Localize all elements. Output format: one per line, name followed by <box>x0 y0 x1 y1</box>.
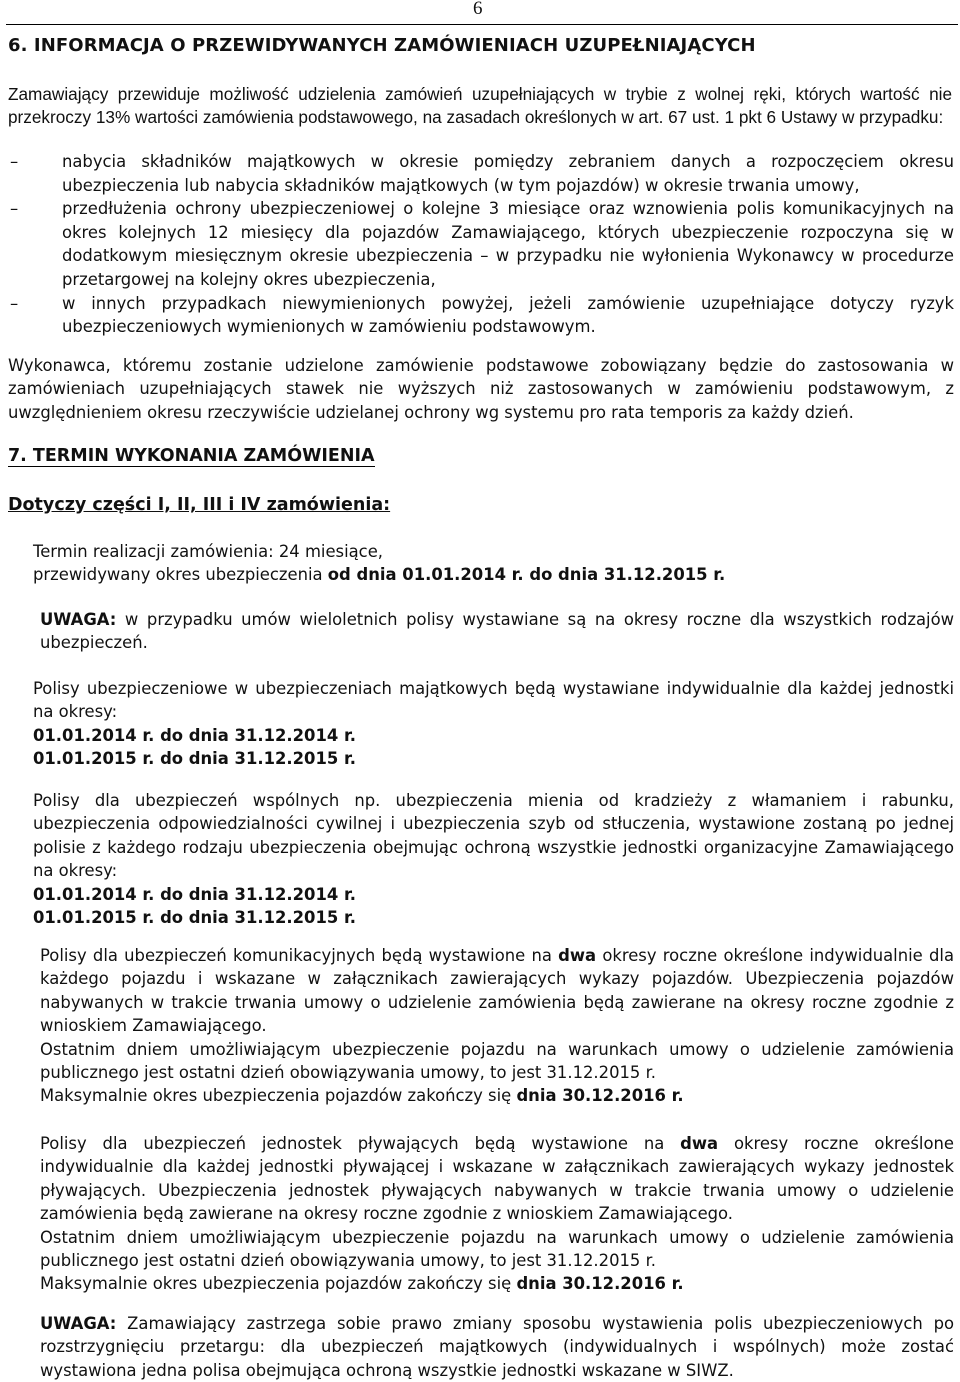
plywajace-block <box>40 1132 954 1296</box>
list-item-text: nabycia składników majątkowych w okresie pomiędzy zebraniem danych a rozpoczęciem okresu ubezpieczenia lub nabycia składników majątkowych (w tym pojazdów) w okresie trwania umowy, <box>62 152 954 195</box>
komunikacyjne-ostatnim: Ostatnim dniem umożliwiającym ubezpieczenie pojazdu na warunkach umowy o udzielenie zamówienia publicznego jest ostatni dzień obowiązywania umowy, to jest 31.12.2015 r. <box>40 1039 954 1083</box>
page-number: 6 <box>473 0 483 19</box>
termin-block <box>33 540 954 587</box>
majatkowe-date-1: 01.01.2014 r. do dnia 31.12.2014 r. <box>33 725 356 745</box>
okres-prefix: przewidywany okres ubezpieczenia <box>33 565 328 585</box>
section-6-list <box>8 150 954 339</box>
dash-bullet: – <box>10 293 19 313</box>
okres-line <box>33 563 954 586</box>
komunikacyjne-text <box>40 944 954 1038</box>
header-rule <box>6 24 958 25</box>
plywajace-ostatnim: Ostatnim dniem umożliwiającym ubezpieczenie pojazdu na warunkach umowy o udzielenie zamówienia publicznego jest ostatni dzień obowiązywania umowy, to jest 31.12.2015 r. <box>40 1227 954 1271</box>
wspolne-block <box>33 789 954 929</box>
plywajace-bold: dwa <box>680 1134 719 1153</box>
list-item-text: w innych przypadkach niewymienionych powyżej, jeżeli zamówienie uzupełniające dotyczy ryzyk ubezpieczeniowych wymienionych w zamówieniu podstawowym. <box>62 293 954 337</box>
majatkowe-text: Polisy ubezpieczeniowe w ubezpieczeniach majątkowych będą wystawiane indywidualnie dla każdej jednostki na okresy: <box>33 679 954 722</box>
majatkowe-block <box>33 677 954 771</box>
list-item <box>8 292 954 339</box>
uwaga-1 <box>40 608 954 655</box>
plywajace-max-date: dnia 30.12.2016 r. <box>516 1274 684 1294</box>
dash-bullet: – <box>10 152 19 171</box>
plywajace-text-a: Polisy dla ubezpieczeń jednostek pływających będą wystawione na <box>40 1134 681 1153</box>
plywajace-max <box>40 1272 954 1295</box>
komunikacyjne-max <box>40 1084 954 1107</box>
list-item <box>8 150 954 197</box>
uwaga-label: UWAGA: <box>40 610 117 629</box>
wykonawca-paragraph: Wykonawca, któremu zostanie udzielone zamówienie podstawowe zobowiązany będzie do zastosowania w zamówieniach uzupełniających stawek nie wyższych niż zastosowanych w zamówieniu podstawowym, z uwzględnieniem okresu rzeczywiście udzielanej ochrony wg systemu pro rata temporis za każdy dzień. <box>8 356 954 422</box>
komunikacyjne-bold: dwa <box>558 946 597 965</box>
plywajace-text-b: okresy roczne określone indywidualnie dla każdej jednostki pływającej i wskazane w załącznikach zawierających wykazy jednostek pływających. Ubezpieczenia jednostek pływających nabywanych w trakcie trwania umowy o udzielenie zamówienia będą zawierane na okresy roczne zgodnie z wnioskiem Zamawiającego. <box>40 1134 954 1224</box>
komunikacyjne-block <box>40 944 954 1108</box>
wspolne-date-2: 01.01.2015 r. do dnia 31.12.2015 r. <box>33 908 356 928</box>
uwaga-text: w przypadku umów wieloletnich polisy wystawiane są na okresy roczne dla wszystkich rodzajów ubezpieczeń. <box>40 610 954 653</box>
uwaga-2-text: Zamawiający zastrzega sobie prawo zmiany sposobu wystawienia polis ubezpieczeniowych po rozstrzygnięciu przetargu: dla ubezpieczeń majątkowych (indywidualnych i wspólnych) może zostać wystawiona jedna polisa obejmująca ochroną wszystkie jednostki wskazane w SIWZ. <box>40 1314 954 1380</box>
termin-line: Termin realizacji zamówienia: 24 miesiące, <box>33 542 383 561</box>
uwaga-2-label: UWAGA: <box>40 1314 117 1333</box>
section-7-heading <box>8 446 375 466</box>
majatkowe-date-2: 01.01.2015 r. do dnia 31.12.2015 r. <box>33 749 356 769</box>
plywajace-text <box>40 1132 954 1226</box>
list-item <box>8 197 954 291</box>
section-7-heading-text: 7. TERMIN WYKONANIA ZAMÓWIENIA <box>8 446 375 466</box>
section-6-intro: Zamawiający przewiduje możliwość udzielenia zamówień uzupełniających w trybie z wolnej ręki, których wartość nie przekroczy 13% wartości zamówienia podstawowego, na zasadach określonych w art. 67 ust. 1 pkt 6 Ustawy w przypadku: <box>8 84 952 128</box>
komunikacyjne-max-text: Maksymalnie okres ubezpieczenia pojazdów zakończy się <box>40 1086 517 1106</box>
okres-dates: od dnia 01.01.2014 r. do dnia 31.12.2015 r. <box>327 565 726 585</box>
list-item-text: przedłużenia ochrony ubezpieczeniowej o kolejne 3 miesiące oraz wznowienia polis komunikacyjnych na okres kolejnych 12 miesięcy dla pojazdów Zamawiającego, których ubezpieczenie rozpoczyna się w dodatkowym miesięcznym okresie ubezpieczenia – w przypadku nie wyłonienia Wykonawcy w procedurze przetargowej na kolejny okres ubezpieczenia, <box>62 199 954 289</box>
wspolne-text: Polisy dla ubezpieczeń wspólnych np. ubezpieczenia mienia od kradzieży z włamaniem i rabunku, ubezpieczenia odpowiedzialności cywilnej i ubezpieczenia szyb od stłuczenia, wystawione zostaną po jednej polisie z każdego rodzaju ubezpieczenia obejmując ochroną wszystkie jednostki organizacyjne Zamawiającego na okresy: <box>33 791 954 881</box>
plywajace-max-text: Maksymalnie okres ubezpieczenia pojazdów zakończy się <box>40 1274 517 1294</box>
uwaga-2 <box>40 1312 954 1382</box>
dash-bullet: – <box>10 199 19 219</box>
komunikacyjne-text-b: okresy roczne określone indywidualnie dla każdego pojazdu i wskazane w załącznikach zawierających wykazy pojazdów. Ubezpieczenia pojazdów nabywanych w trakcie trwania umowy o udzielenie zamówienia będą zawierane na okresy roczne zgodnie z wnioskiem Zamawiającego. <box>40 946 954 1036</box>
wspolne-date-1: 01.01.2014 r. do dnia 31.12.2014 r. <box>33 884 356 904</box>
komunikacyjne-text-a: Polisy dla ubezpieczeń komunikacyjnych będą wystawione na <box>40 946 559 965</box>
komunikacyjne-max-date: dnia 30.12.2016 r. <box>516 1086 684 1106</box>
dotyczy-heading: Dotyczy części I, II, III i IV zamówienia: <box>8 495 391 515</box>
section-6-heading: 6. INFORMACJA O PRZEWIDYWANYCH ZAMÓWIENIACH UZUPEŁNIAJĄCYCH <box>8 35 756 56</box>
